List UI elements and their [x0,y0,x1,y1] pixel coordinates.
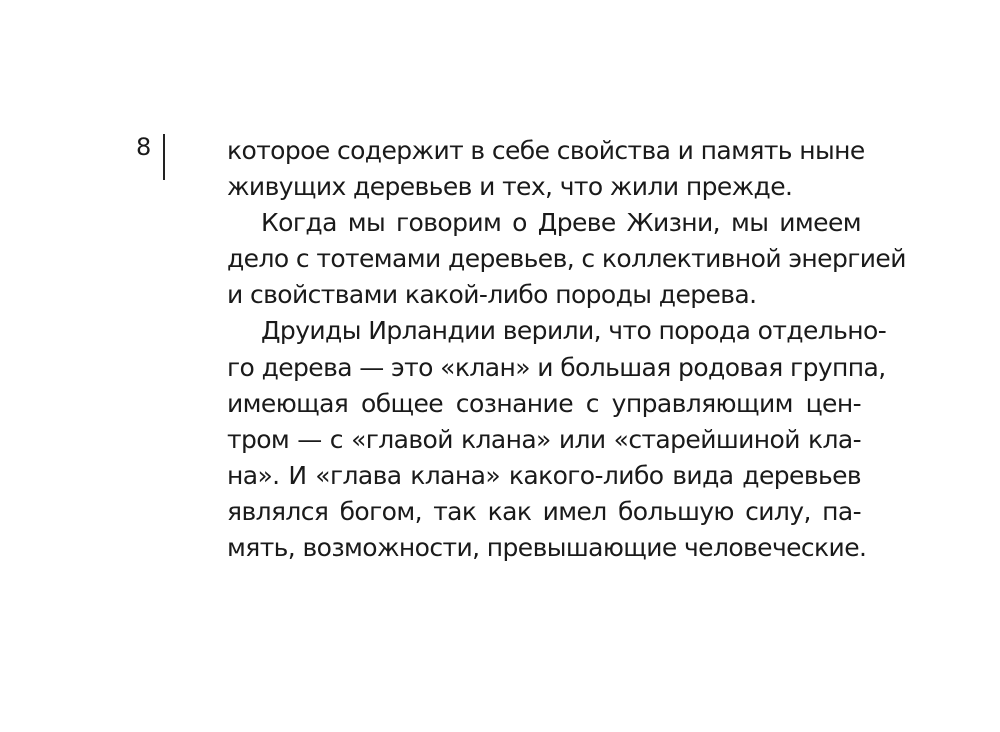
text-line: на». И «глава клана» какого-либо вида деревьев [227,460,861,490]
page-number: 8 [136,133,152,161]
text-line: го дерева — это «клан» и большая родовая группа, [227,352,886,382]
text-line: дело с тотемами деревьев, с коллективной энергией [227,244,906,274]
body-text [227,133,906,566]
text-line: и свойствами какой-либо породы дерева. [227,280,757,310]
text-line: имеющая общее сознание с управляющим цен- [227,388,861,418]
text-line: живущих деревьев и тех, что жили прежде. [227,172,793,202]
text-line: Когда мы говорим о Древе Жизни, мы имеем [261,208,861,238]
text-line: мять, возможности, превышающие человеческие. [227,533,867,563]
text-line: являлся богом, так как имел большую силу, па- [227,496,861,526]
text-line: тром — с «главой клана» или «старейшиной кла- [227,424,861,454]
text-line: Друиды Ирландии верили, что порода отдельно- [261,316,887,346]
page-number-rule [163,134,165,180]
text-line: которое содержит в себе свойства и память ныне [227,136,865,165]
